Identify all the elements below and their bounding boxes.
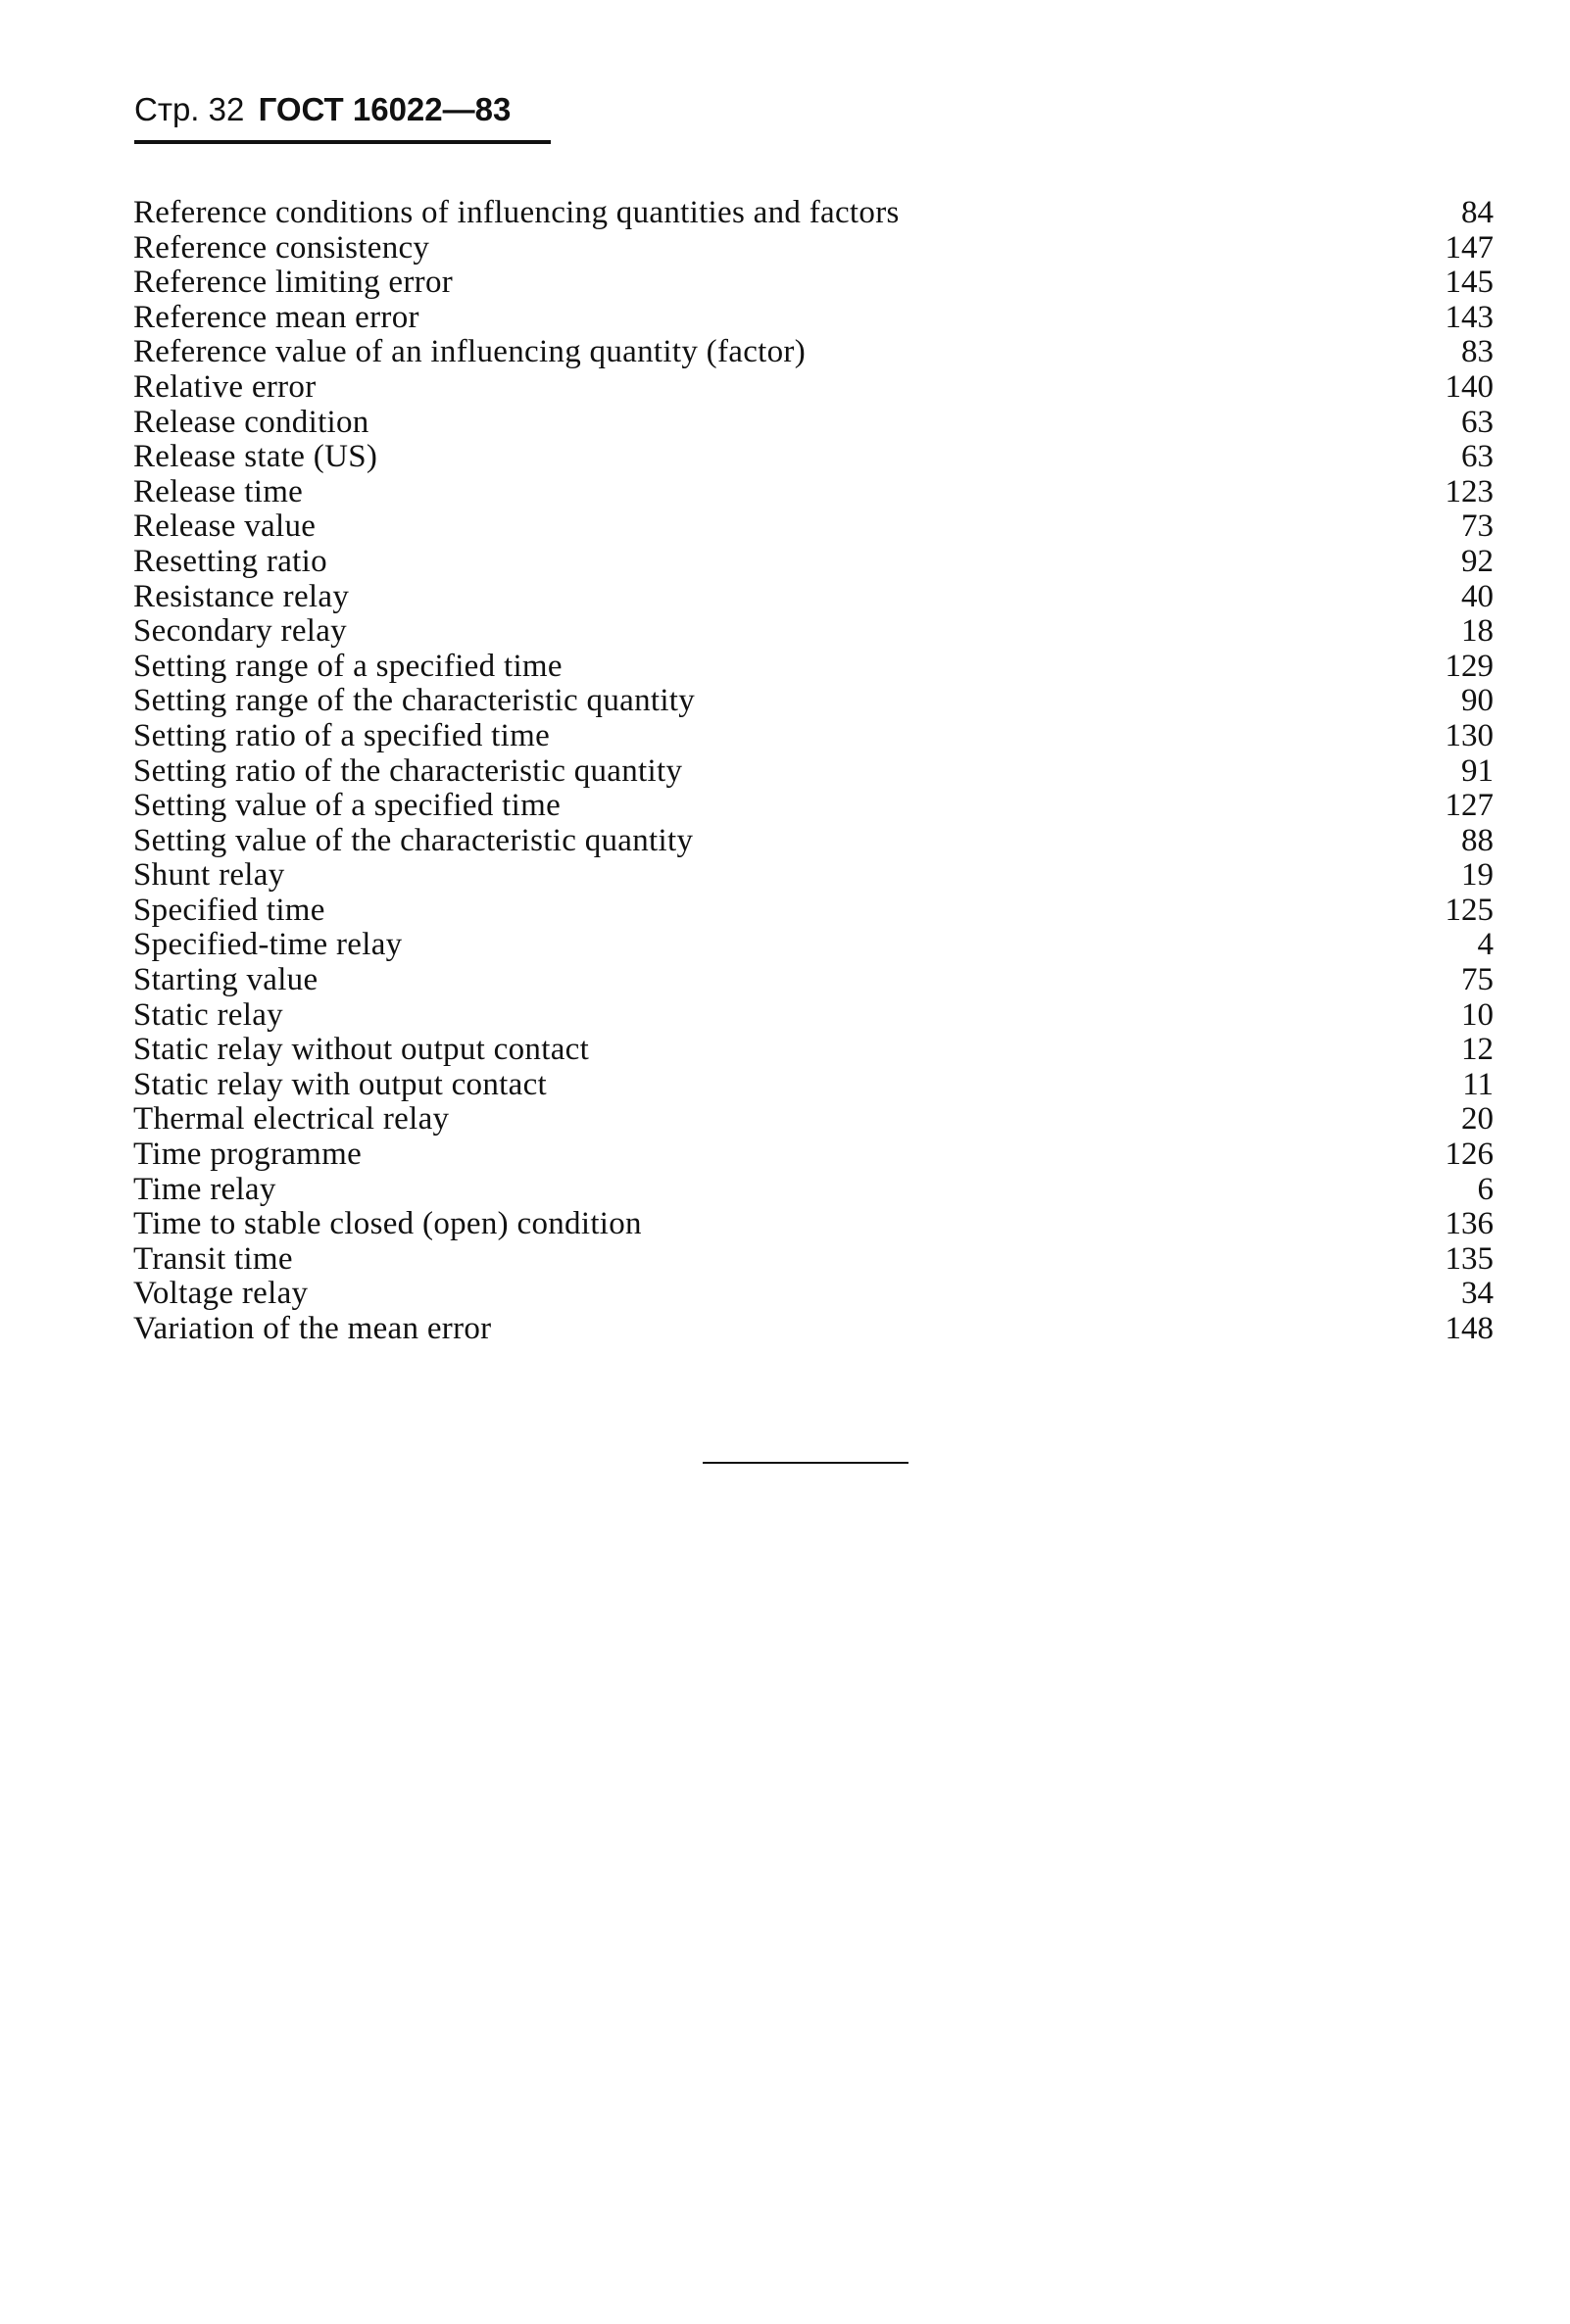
index-entry xyxy=(133,963,1494,998)
index-page-number: 91 xyxy=(1461,752,1494,789)
index-term: Reference mean error xyxy=(133,299,419,335)
index-entry xyxy=(133,406,1494,441)
index-page-number: 6 xyxy=(1477,1171,1494,1207)
index-entry xyxy=(133,335,1494,370)
index-page-number: 10 xyxy=(1461,996,1494,1033)
index-term: Setting value of a specified time xyxy=(133,788,562,824)
index-page-number: 148 xyxy=(1445,1311,1494,1346)
index-page-number: 145 xyxy=(1445,265,1494,301)
index-page-number: 11 xyxy=(1462,1066,1494,1102)
index-page-number: 135 xyxy=(1445,1240,1494,1277)
index-page-number: 92 xyxy=(1461,543,1494,579)
index-entry xyxy=(133,266,1494,301)
index-page-number: 20 xyxy=(1461,1101,1494,1138)
index-term: Release condition xyxy=(133,404,369,440)
index-page-number: 90 xyxy=(1461,683,1494,719)
index-term: Setting value of the characteristic quantity xyxy=(133,822,694,858)
index-page-number: 129 xyxy=(1445,648,1494,684)
index-term: Secondary relay xyxy=(133,613,347,650)
index-entry xyxy=(133,440,1494,475)
index-page-number: 143 xyxy=(1445,299,1494,335)
index-entry xyxy=(133,1033,1494,1068)
index-entry xyxy=(133,475,1494,510)
index-entry xyxy=(133,1102,1494,1138)
index-entry xyxy=(133,370,1494,406)
index-page-number: 40 xyxy=(1461,578,1494,614)
index-page-number: 12 xyxy=(1461,1032,1494,1068)
header-rule xyxy=(134,140,551,144)
index-page-number: 84 xyxy=(1461,195,1494,230)
index-term: Relative error xyxy=(133,368,317,405)
page-number-label: Стр. 32 xyxy=(134,91,245,127)
index-entry xyxy=(133,719,1494,754)
index-term: Static relay without output contact xyxy=(133,1032,590,1068)
standard-designation: ГОСТ 16022—83 xyxy=(258,91,512,127)
index-entry xyxy=(133,231,1494,266)
index-page-number: 73 xyxy=(1461,508,1494,545)
index-term: Reference limiting error xyxy=(133,265,454,301)
index-page-number: 19 xyxy=(1461,857,1494,894)
index-entry xyxy=(133,509,1494,545)
index-list xyxy=(133,196,1494,1347)
index-term: Setting range of the characteristic quantity xyxy=(133,683,696,719)
index-entry xyxy=(133,545,1494,580)
index-term: Time to stable closed (open) condition xyxy=(133,1206,642,1242)
page-header xyxy=(134,90,511,130)
index-term: Reference consistency xyxy=(133,229,430,266)
index-term: Starting value xyxy=(133,962,319,998)
index-term: Thermal electrical relay xyxy=(133,1101,450,1138)
index-term: Static relay with output contact xyxy=(133,1066,547,1102)
index-page-number: 127 xyxy=(1445,788,1494,824)
index-page-number: 83 xyxy=(1461,334,1494,370)
index-page-number: 147 xyxy=(1445,229,1494,266)
index-term: Variation of the mean error xyxy=(133,1311,492,1346)
index-term: Resetting ratio xyxy=(133,543,327,579)
index-page-number: 140 xyxy=(1445,368,1494,405)
index-page-number: 63 xyxy=(1461,404,1494,440)
index-page-number: 136 xyxy=(1445,1206,1494,1242)
index-entry xyxy=(133,1207,1494,1242)
index-entry xyxy=(133,928,1494,963)
index-term: Transit time xyxy=(133,1240,293,1277)
index-page-number: 130 xyxy=(1445,717,1494,753)
index-term: Voltage relay xyxy=(133,1276,309,1312)
index-page-number: 123 xyxy=(1445,473,1494,509)
index-entry xyxy=(133,1068,1494,1103)
index-page-number: 125 xyxy=(1445,892,1494,928)
index-term: Reference value of an influencing quantity (factor) xyxy=(133,334,806,370)
index-page-number: 4 xyxy=(1477,927,1494,963)
index-term: Static relay xyxy=(133,996,283,1033)
index-page-number: 34 xyxy=(1461,1276,1494,1312)
index-term: Release value xyxy=(133,508,317,545)
index-page-number: 18 xyxy=(1461,613,1494,650)
index-term: Resistance relay xyxy=(133,578,350,614)
index-entry xyxy=(133,614,1494,650)
index-entry xyxy=(133,858,1494,894)
index-entry xyxy=(133,580,1494,615)
index-entry xyxy=(133,998,1494,1034)
index-entry xyxy=(133,789,1494,824)
index-entry xyxy=(133,196,1494,231)
index-page-number: 88 xyxy=(1461,822,1494,858)
index-term: Setting range of a specified time xyxy=(133,648,563,684)
end-rule xyxy=(703,1462,908,1464)
index-entry xyxy=(133,894,1494,929)
index-term: Specified-time relay xyxy=(133,927,403,963)
index-entry xyxy=(133,301,1494,336)
index-entry xyxy=(133,1242,1494,1278)
index-entry xyxy=(133,1138,1494,1173)
index-entry xyxy=(133,1312,1494,1347)
index-term: Specified time xyxy=(133,892,325,928)
index-entry xyxy=(133,1277,1494,1312)
index-page-number: 126 xyxy=(1445,1137,1494,1173)
index-term: Setting ratio of the characteristic quantity xyxy=(133,752,683,789)
index-entry xyxy=(133,754,1494,790)
index-term: Reference conditions of influencing quantities and factors xyxy=(133,195,900,230)
index-term: Release time xyxy=(133,473,304,509)
index-term: Time programme xyxy=(133,1137,363,1173)
index-entry xyxy=(133,684,1494,719)
index-term: Shunt relay xyxy=(133,857,285,894)
index-term: Setting ratio of a specified time xyxy=(133,717,551,753)
index-term: Time relay xyxy=(133,1171,276,1207)
index-entry xyxy=(133,1173,1494,1208)
index-term: Release state (US) xyxy=(133,439,378,475)
index-entry xyxy=(133,824,1494,859)
index-entry xyxy=(133,650,1494,685)
index-page-number: 75 xyxy=(1461,962,1494,998)
index-page-number: 63 xyxy=(1461,439,1494,475)
